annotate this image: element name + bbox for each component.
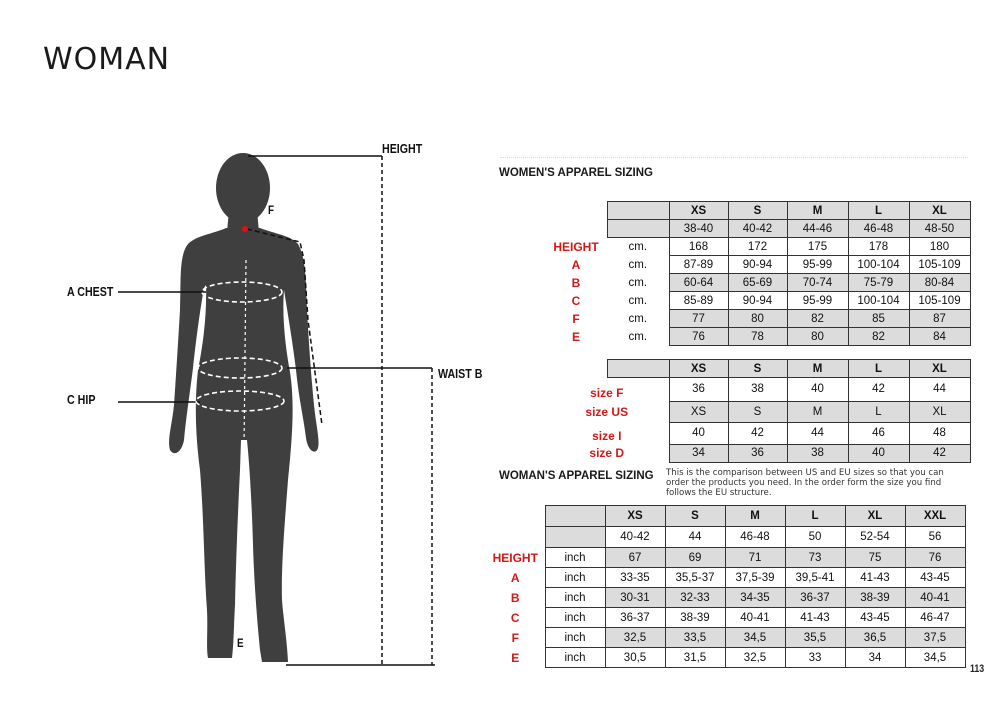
row-label: HEIGHT [553, 239, 599, 254]
value-cell: 40-41 [905, 588, 965, 608]
value-cell: 33-35 [605, 568, 665, 588]
unit-cell: cm. [628, 330, 648, 343]
value-cell: 48 [909, 422, 970, 444]
row-label: E [571, 329, 580, 344]
value-cell: 30,5 [605, 648, 665, 668]
value-cell: 36 [669, 378, 728, 402]
size-header-cell: XL [909, 202, 970, 220]
value-cell: 33,5 [665, 628, 725, 648]
page-title: WOMAN [43, 42, 171, 77]
row-label: B [510, 590, 520, 605]
value-cell: 44 [787, 422, 848, 444]
value-cell: 41-43 [845, 568, 905, 588]
unit-cell: inch [545, 568, 605, 588]
us-eu-note: This is the comparison between US and EU sizes so that you can order the products you need. In the order form the size you find follows the EU structure. [666, 468, 944, 498]
value-cell: 38 [787, 444, 848, 462]
size-conversion-table [545, 359, 971, 463]
row-label: F [572, 311, 580, 326]
unit-cell: cm. [628, 258, 648, 271]
eu-table-title: WOMEN'S APPAREL SIZING [499, 167, 653, 179]
value-cell: 80 [787, 328, 848, 346]
value-cell: 42 [909, 444, 970, 462]
us-table-title: WOMAN'S APPAREL SIZING [499, 470, 654, 482]
eu-range-cell: 46-48 [848, 220, 909, 238]
row-label: HEIGHT [492, 550, 538, 565]
value-cell: 44 [909, 378, 970, 402]
value-cell: 77 [669, 310, 728, 328]
size-header-cell: M [787, 360, 848, 378]
size-header-cell: L [785, 506, 845, 527]
waist-label: WAIST B [438, 366, 483, 381]
value-cell: 65-69 [728, 274, 787, 292]
value-cell: XS [669, 401, 728, 422]
row-label: A [571, 257, 581, 272]
value-cell: 40-41 [725, 608, 785, 628]
row-label: C [571, 293, 581, 308]
value-cell: 36-37 [605, 608, 665, 628]
value-cell: 168 [669, 238, 728, 256]
size-header-cell: M [725, 506, 785, 527]
unit-cell: inch [545, 648, 605, 668]
value-cell: 73 [785, 548, 845, 568]
value-cell: 105-109 [909, 256, 970, 274]
value-cell: 70-74 [787, 274, 848, 292]
value-cell: 175 [787, 238, 848, 256]
size-header-cell: M [787, 202, 848, 220]
height-label: HEIGHT [382, 141, 423, 156]
e-label: E [237, 636, 244, 650]
value-cell: 34,5 [905, 648, 965, 668]
value-cell: 90-94 [728, 256, 787, 274]
row-label: E [511, 650, 520, 665]
eu-range-cell: 50 [785, 527, 845, 548]
value-cell: 38 [728, 378, 787, 402]
value-cell: 46 [848, 422, 909, 444]
size-header-cell: S [665, 506, 725, 527]
value-cell: 38-39 [665, 608, 725, 628]
table-row [545, 256, 970, 274]
size-header-cell: L [848, 202, 909, 220]
value-cell: 76 [905, 548, 965, 568]
value-cell: 32,5 [725, 648, 785, 668]
eu-range-cell: 40-42 [605, 527, 665, 548]
value-cell: 39,5-41 [785, 568, 845, 588]
unit-cell: cm. [628, 240, 648, 253]
value-cell: 172 [728, 238, 787, 256]
eu-range-cell: 44 [665, 527, 725, 548]
value-cell: 82 [848, 328, 909, 346]
size-header-cell: L [848, 360, 909, 378]
unit-cell: inch [545, 608, 605, 628]
value-cell: 80-84 [909, 274, 970, 292]
value-cell: 85 [848, 310, 909, 328]
value-cell: 87 [909, 310, 970, 328]
table-row [486, 568, 965, 588]
table-row [545, 238, 970, 256]
value-cell: 41-43 [785, 608, 845, 628]
value-cell: 40 [787, 378, 848, 402]
unit-cell: inch [545, 588, 605, 608]
table-row [545, 310, 970, 328]
value-cell: 75 [845, 548, 905, 568]
table-row [486, 628, 965, 648]
eu-range-cell: 44-46 [787, 220, 848, 238]
value-cell: 43-45 [905, 568, 965, 588]
value-cell: 46-47 [905, 608, 965, 628]
value-cell: 42 [728, 422, 787, 444]
size-header-cell: XXL [905, 506, 965, 527]
neck-point-marker [242, 226, 248, 232]
row-label: C [510, 610, 520, 625]
value-cell: 105-109 [909, 292, 970, 310]
row-label: F [511, 630, 519, 645]
value-cell: 82 [787, 310, 848, 328]
table-row [486, 588, 965, 608]
value-cell: 34 [669, 444, 728, 462]
value-cell: 95-99 [787, 292, 848, 310]
value-cell: 34-35 [725, 588, 785, 608]
hip-label: C HIP [67, 392, 96, 407]
value-cell: 38-39 [845, 588, 905, 608]
row-label: size D [589, 446, 625, 460]
value-cell: 30-31 [605, 588, 665, 608]
row-label: size F [590, 385, 624, 400]
value-cell: 100-104 [848, 292, 909, 310]
table-row [545, 401, 970, 422]
value-cell: 178 [848, 238, 909, 256]
size-header-cell: S [728, 202, 787, 220]
value-cell: 37,5-39 [725, 568, 785, 588]
row-label: A [510, 570, 520, 585]
value-cell: 34 [845, 648, 905, 668]
row-label: B [571, 275, 581, 290]
value-cell: 67 [605, 548, 665, 568]
size-header-cell: XL [909, 360, 970, 378]
value-cell: XL [909, 401, 970, 422]
row-label: size US [585, 404, 629, 419]
size-header-cell: XS [605, 506, 665, 527]
table-row [545, 378, 970, 402]
value-cell: 36 [728, 444, 787, 462]
value-cell: 80 [728, 310, 787, 328]
size-header-cell: XS [669, 202, 728, 220]
value-cell: 35,5 [785, 628, 845, 648]
value-cell: 42 [848, 378, 909, 402]
value-cell: 84 [909, 328, 970, 346]
value-cell: 95-99 [787, 256, 848, 274]
value-cell: 180 [909, 238, 970, 256]
value-cell: M [787, 401, 848, 422]
eu-range-cell: 52-54 [845, 527, 905, 548]
size-header-cell: XS [669, 360, 728, 378]
size-header-cell: XL [845, 506, 905, 527]
value-cell: S [728, 401, 787, 422]
eu-range-cell: 56 [905, 527, 965, 548]
table-row [486, 548, 965, 568]
chest-label: A CHEST [67, 284, 114, 299]
unit-cell: inch [545, 628, 605, 648]
value-cell: 78 [728, 328, 787, 346]
table-row [486, 648, 965, 668]
value-cell: 90-94 [728, 292, 787, 310]
value-cell: 76 [669, 328, 728, 346]
header-divider [500, 157, 968, 160]
unit-cell: inch [545, 548, 605, 568]
value-cell: 32,5 [605, 628, 665, 648]
unit-cell: cm. [628, 312, 648, 325]
value-cell: 36,5 [845, 628, 905, 648]
eu-range-cell: 46-48 [725, 527, 785, 548]
value-cell: 100-104 [848, 256, 909, 274]
value-cell: L [848, 401, 909, 422]
value-cell: 32-33 [665, 588, 725, 608]
table-row [545, 422, 970, 444]
value-cell: 60-64 [669, 274, 728, 292]
value-cell: 36-37 [785, 588, 845, 608]
value-cell: 71 [725, 548, 785, 568]
value-cell: 40 [848, 444, 909, 462]
us-sizing-table [486, 505, 966, 668]
table-row [545, 328, 970, 346]
eu-range-cell: 38-40 [669, 220, 728, 238]
size-header-cell: S [728, 360, 787, 378]
value-cell: 37,5 [905, 628, 965, 648]
unit-cell: cm. [628, 294, 648, 307]
row-label: size I [592, 428, 622, 443]
value-cell: 87-89 [669, 256, 728, 274]
eu-range-cell: 40-42 [728, 220, 787, 238]
unit-cell: cm. [628, 276, 648, 289]
table-row [486, 608, 965, 628]
eu-sizing-table [545, 201, 971, 346]
value-cell: 40 [669, 422, 728, 444]
value-cell: 34,5 [725, 628, 785, 648]
value-cell: 69 [665, 548, 725, 568]
eu-range-cell: 48-50 [909, 220, 970, 238]
table-row [545, 274, 970, 292]
f-label: F [268, 203, 275, 217]
value-cell: 43-45 [845, 608, 905, 628]
value-cell: 75-79 [848, 274, 909, 292]
table-row [545, 292, 970, 310]
page-number: 113 [970, 663, 985, 675]
value-cell: 35,5-37 [665, 568, 725, 588]
value-cell: 31,5 [665, 648, 725, 668]
value-cell: 85-89 [669, 292, 728, 310]
value-cell: 33 [785, 648, 845, 668]
table-row [545, 444, 970, 462]
